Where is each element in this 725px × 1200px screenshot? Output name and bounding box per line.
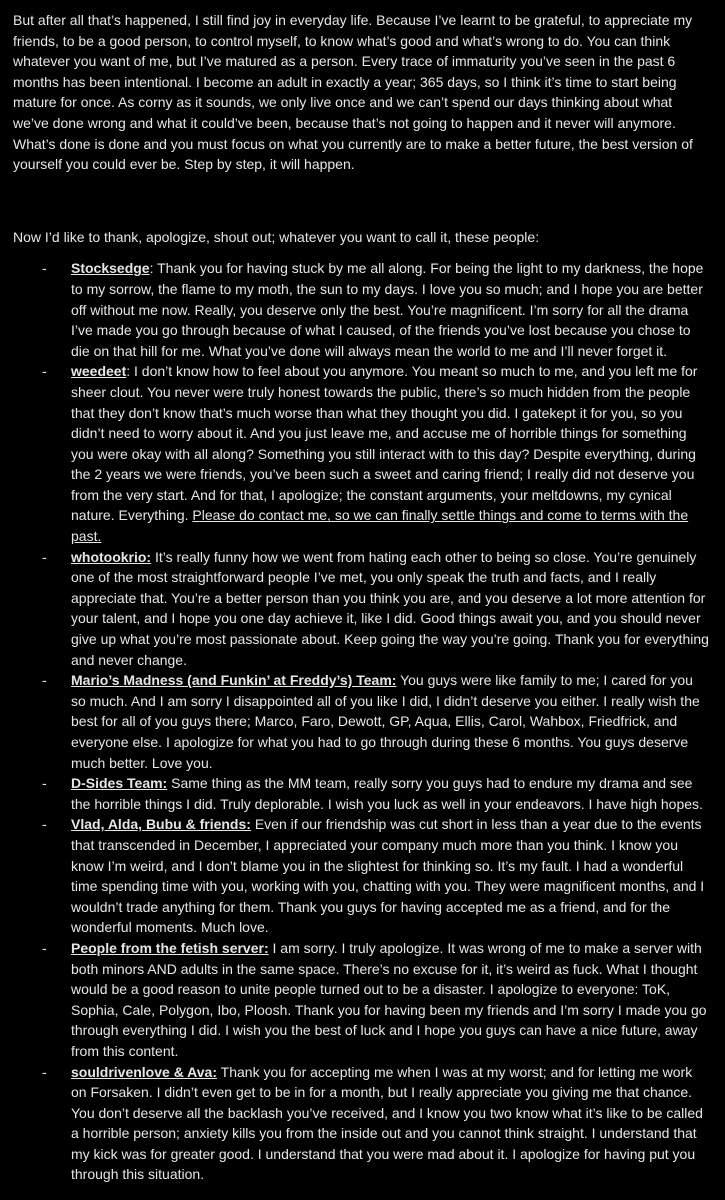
list-item [13, 361, 711, 546]
list-item [13, 258, 711, 361]
entry-separator: : [149, 260, 158, 277]
thanks-intro: Now I’d like to thank, apologize, shout out; whatever you want to call it, these people: [13, 228, 540, 245]
bullet-dash: - [42, 548, 47, 565]
entry-text: Thank you for accepting me when I was at my worst; and for letting me work on Forsaken. I didn’t even get to be in for a month, but I really appreciate you giving me that chance. You don’t deserve all the backlash you’ve received, and I know you two know what it’s like to be called a horrible person; anxiety kills you from the inside out and you cannot think straight. I understand that my kick was for greater good. I understand that you were mad about it. I apologize for having put you through this situation. [71, 1063, 703, 1183]
entry-separator: : [126, 363, 135, 380]
list-item [13, 938, 711, 1062]
entry-name: weedeet [71, 363, 127, 380]
list-item [13, 814, 711, 938]
entry-name: souldrivenlove & Ava: [71, 1063, 218, 1080]
bullet-dash: - [42, 260, 47, 277]
entry-text: It’s really funny how we went from hating each other to being so close. You’re genuinely one of the most straightforward people I’ve met, you only speak the truth and facts, and I really appreciate that. You’re a better person than you think you are, and you deserve a lot more attention for your talent, and I hope you one day achieve it, like I did. Good things await you, and you should never give up what you’re most passionate about. Keep going the way you’re going. Thank you for everything and never change. [71, 548, 709, 668]
bullet-dash: - [42, 672, 47, 689]
entry-name: Mario’s Madness (and Funkin’ at Freddy’s) Team: [71, 672, 397, 689]
entry-name: People from the fetish server: [71, 939, 269, 956]
entry-name: Stocksedge [71, 260, 150, 277]
thanks-list [13, 258, 711, 1185]
list-item [13, 547, 711, 671]
entry-text: Thank you for having stuck by me all along. For being the light to my darkness, the hope to my sorrow, the flame to my moth, the sun to my days. I love you so much; and I hope you are better off without me now. Really, you deserve only the best. You’re magnificent. I’m sorry for all the drama I’ve made you go through because of what I caused, of the friends you’ve lost because you chose to die on that hill for me. What you’ve done will always mean the world to me and I’ll never forget it. [71, 260, 704, 359]
entry-name: Vlad, Alda, Bubu & friends: [71, 816, 251, 833]
intro-paragraph: But after all that’s happened, I still find joy in everyday life. Because I’ve learnt to be grateful, to appreciate my friends, to be a good person, to control myself, to know what’s good and what’s wrong to do. You can think whatever you want of me, but I’ve matured as a person. Every trace of immaturity you’ve seen in the past 6 months has been intentional. I become an adult in exactly a year; 365 days, so I think it’s time to start being mature for once. As corny as it sounds, we only live once and we can’t spend our days thinking about what we’ve done wrong and what it could’ve been, because that’s not going to happen and it never will anymore. What’s done is done and you must focus on what you currently are to make a better future, the best version of yourself you could ever be. Step by step, it will happen. [13, 12, 693, 173]
bullet-dash: - [42, 363, 47, 380]
list-item [13, 670, 711, 773]
bullet-dash: - [42, 1063, 47, 1080]
bullet-dash: - [42, 939, 47, 956]
entry-name: whotookrio: [71, 548, 152, 565]
entry-name: D-Sides Team: [71, 775, 168, 792]
entry-text: Even if our friendship was cut short in less than a year due to the events that transcended in December, I appreciated your company much more than you think. I know you know I’m weird, and I don’t blame you in the slightest for thinking so. It’s my fault. I had a wonderful time spending time with you, working with you, chatting with you. They were magnificent months, and I wouldn’t trade anything for them. Thank you guys for having accepted me as a friend, and for the wonderful moments. Much love. [71, 816, 705, 936]
entry-text: Same thing as the MM team, really sorry you guys had to endure my drama and see the horrible things I did. Truly deplorable. I wish you luck as well in your endeavors. I have high hopes. [71, 775, 703, 812]
entry-underlined-text: Please do contact me, so we can finally settle things and come to terms with the past. [71, 507, 689, 545]
entry-text: I don’t know how to feel about you anymore. You meant so much to me, and you left me for sheer clout. You never were truly honest towards the public, there’s so much hidden from the people that they don’t know that’s much worse than what they thought you did. I gatekept it for you, so you didn’t need to worry about it. And you just leave me, and accuse me of horrible things for something you were okay with all along? Something you still interact with to this day? Despite everything, during the 2 years we were friends, you’ve been such a sweet and caring friend; I really did not deserve you from the very start. And for that, I apologize; the constant arguments, your meltdowns, my cynical nature. Everything. [71, 363, 698, 524]
list-item [13, 773, 711, 814]
bullet-dash: - [42, 775, 47, 792]
list-item [13, 1062, 711, 1186]
entry-text: You guys were like family to me; I cared for you so much. And I am sorry I disappointed all of you like I did, I didn’t deserve you either. I really wish the best for all of you guys there; Marco, Faro, Dewott, GP, Aqua, Ellis, Carol, Wahbox, Friedfrick, and everyone else. I apologize for what you had to go through during these 6 months. You guys deserve much better. Love you. [71, 672, 700, 771]
entry-text: I am sorry. I truly apologize. It was wrong of me to make a server with both minors AND adults in the same space. There’s no excuse for it, it’s weird as fuck. What I thought would be a good reason to unite people turned out to be a disaster. I apologize to everyone: ToK, Sophia, Cale, Polygon, Ibo, Ploosh. Thank you for having been my friends and I’m sorry I made you go through everything I did. I wish you the best of luck and I hope you guys can have a nice future, away from this content. [71, 939, 707, 1059]
bullet-dash: - [42, 816, 47, 833]
